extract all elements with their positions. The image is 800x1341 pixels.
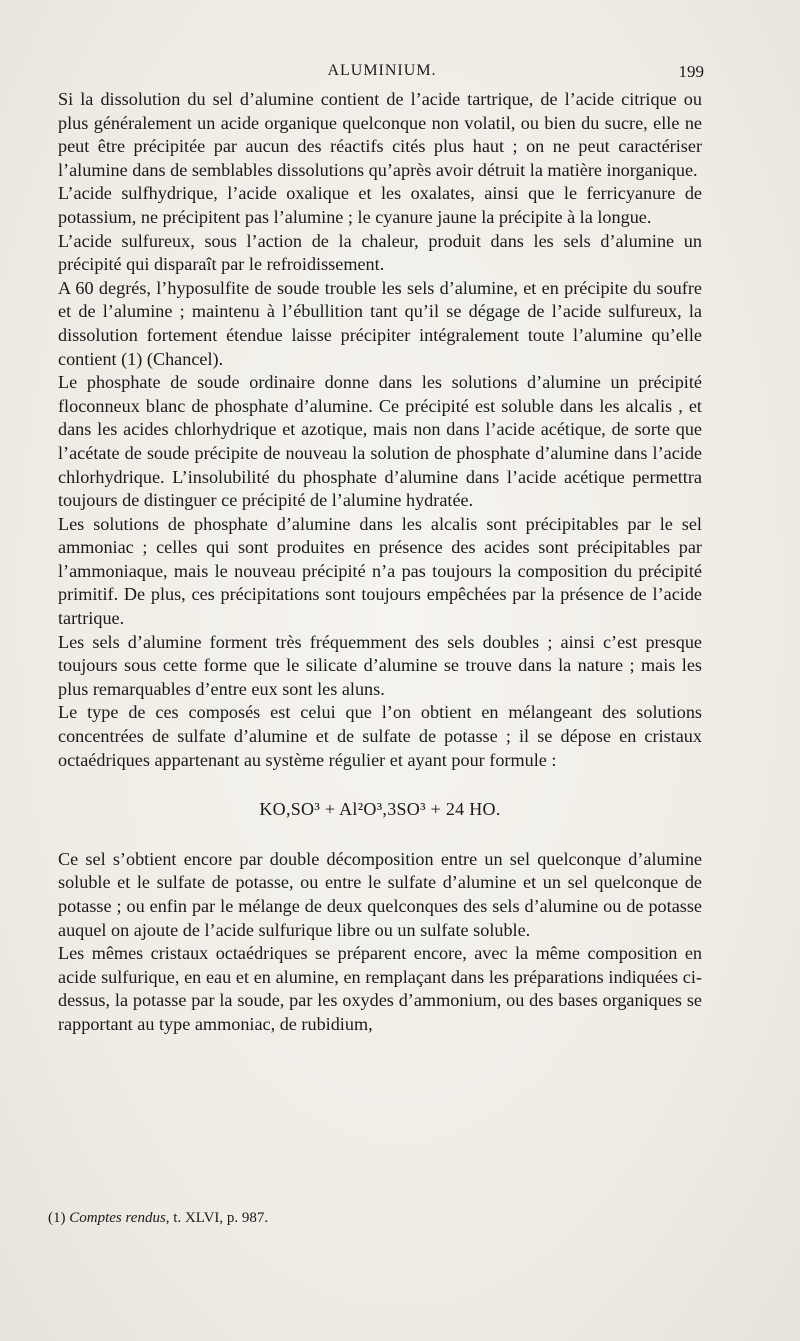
running-title: ALUMINIUM.	[327, 62, 437, 79]
paragraph: L’acide sulfureux, sous l’action de la chaleur, produit dans les sels d’alumine un précipité qui disparaît par le refroidissement.	[58, 230, 702, 275]
page-number: 199	[678, 62, 704, 81]
footnote-reference: , t. XLVI, p. 987.	[165, 1210, 269, 1226]
paragraph: Si la dissolution du sel d’alumine contient de l’acide tartrique, de l’acide citrique ou plus généralement un acide organique quelconque non volatil, ou bien du sucre, elle ne peut être précipitée par aucun des réactifs cités plus haut ; on ne peut caractériser l’alumine dans de semblables dissolutions qu’après avoir détruit la matière inorganique.	[58, 89, 702, 180]
paragraph: Les sels d’alumine forment très fréquemment des sels doubles ; ainsi c’est presque toujours sous cette forme que le silicate d’alumine se trouve dans la nature ; mais les plus remarquables d’entre eux sont les aluns.	[58, 631, 702, 699]
paragraph: Les mêmes cristaux octaédriques se préparent encore, avec la même composition en acide sulfurique, en eau et en alumine, en remplaçant dans les préparations indiquées ci-dessus, la potasse par la soude, par les oxydes d’ammonium, ou des bases organiques se rapportant au type ammoniac, de rubidium,	[58, 943, 702, 1034]
running-head	[60, 62, 704, 84]
paragraph: Le phosphate de soude ordinaire donne dans les solutions d’alumine un précipité floconneux blanc de phosphate d’alumine. Ce précipité est soluble dans les alcalis , et dans les acides chlorhydrique et azotique, mais non dans l’acide acétique, de sorte que l’acétate de soude précipite de nouveau la solution de phosphate d’alumine dans l’acide chlorhydrique. L’insolubilité du phosphate d’alumine dans l’acide acétique permettra toujours de distinguer ce précipité de l’alumine hydratée.	[58, 372, 702, 511]
footnote-marker: (1)	[48, 1210, 66, 1226]
paragraph: A 60 degrés, l’hyposulfite de soude trouble les sels d’alumine, et en précipite du soufre et de l’alumine ; maintenu à l’ébullition tant qu’il se dégage de l’acide sulfureux, la dissolution fortement étendue laisse précipiter intégralement toute l’alumine qu’elle contient (1) (Chancel).	[58, 277, 702, 369]
body-text	[58, 88, 702, 1037]
paragraph: Ce sel s’obtient encore par double décomposition entre un sel quelconque d’alumine soluble et le sulfate de potasse, ou entre le sulfate d’alumine et un sel quelconque de potasse ; ou enfin par le mélange de deux quelconques des sels d’alumine ou de potasse auquel on ajoute de l’acide sulfurique libre ou un sulfate soluble.	[58, 848, 702, 940]
footnote	[48, 1210, 268, 1227]
paragraph: Les solutions de phosphate d’alumine dans les alcalis sont précipitables par le sel ammoniac ; celles qui sont produites en présence des acides sont précipitables par l’ammoniaque, mais le nouveau précipité n’a pas toujours la composition du précipité primitif. De plus, ces précipitations sont toujours empêchées par la présence de l’acide tartrique.	[58, 513, 702, 629]
footnote-source: Comptes rendus	[69, 1210, 166, 1226]
paragraph: Le type de ces composés est celui que l’on obtient en mélangeant des solutions concentrées de sulfate d’alumine et de sulfate de potasse ; il se dépose en cristaux octaédriques appartenant au système régulier et ayant pour formule :	[58, 702, 702, 770]
paragraph: L’acide sulfhydrique, l’acide oxalique et les oxalates, ainsi que le ferricyanure de potassium, ne précipitent pas l’alumine ; le cyanure jaune la précipite à la longue.	[58, 183, 702, 227]
chemical-formula: KO,SO³ + Al²O³,3SO³ + 24 HO.	[259, 799, 501, 820]
